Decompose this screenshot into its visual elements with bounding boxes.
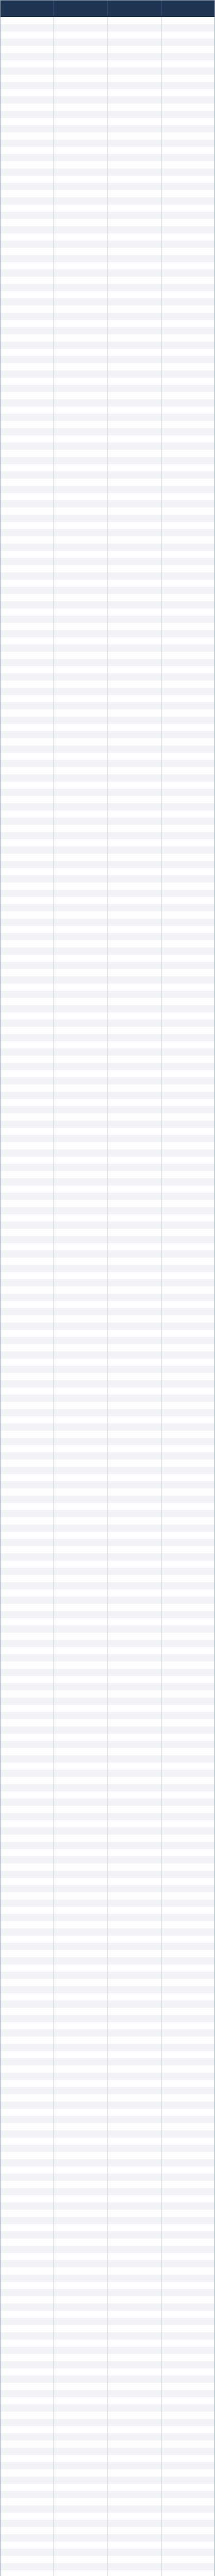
table-body: [1, 17, 214, 2576]
column-header-1: [1, 1, 54, 16]
column-header-3: [108, 1, 162, 16]
table-header: [1, 1, 214, 17]
column-header-4: [162, 1, 214, 16]
column-header-2: [54, 1, 108, 16]
